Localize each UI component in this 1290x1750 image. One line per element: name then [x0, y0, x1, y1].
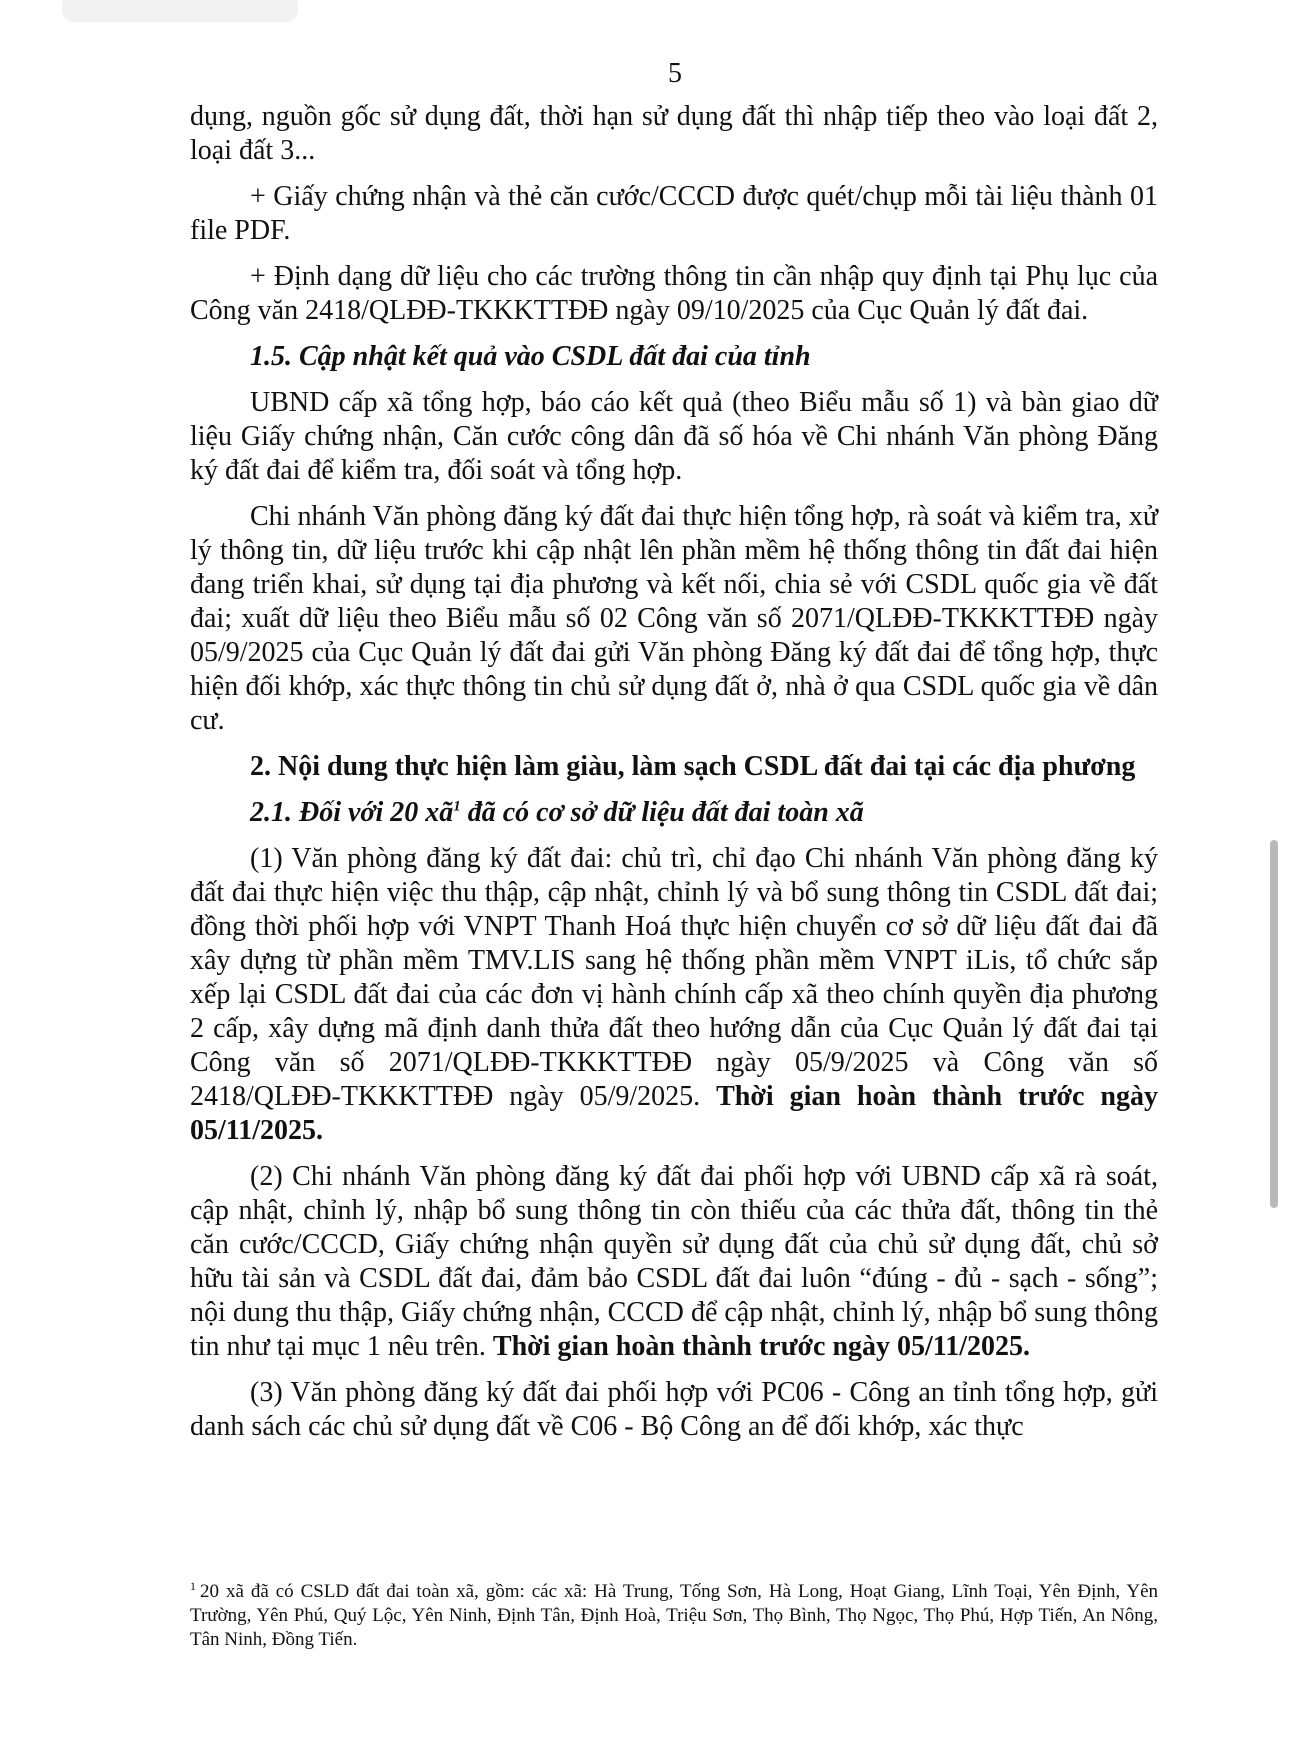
section-heading-2-1 [190, 796, 1158, 830]
section-heading-1-5: 1.5. Cập nhật kết quả vào CSDL đất đai của tỉnh [250, 341, 811, 372]
paragraph-continuation: dụng, nguồn gốc sử dụng đất, thời hạn sử dụng đất thì nhập tiếp theo vào loại đất 2, loại đất 3... [190, 101, 1158, 166]
paragraph-item-1 [190, 842, 1158, 1148]
footnote-text: 20 xã đã có CSLD đất đai toàn xã, gồm: các xã: Hà Trung, Tống Sơn, Hà Long, Hoạt Giang, Lĩnh Toại, Yên Định, Yên Trường, Yên Phú, Quý Lộc, Yên Ninh, Định Tân, Định Hoà, Triệu Sơn, Thọ Bình, Thọ Ngọc, Thọ Phú, Hợp Tiến, An Nông, Tân Ninh, Đồng Tiến. [190, 1581, 1158, 1650]
paragraph-branch-office: Chi nhánh Văn phòng đăng ký đất đai thực hiện tổng hợp, rà soát và kiểm tra, xử lý thông tin, dữ liệu trước khi cập nhật lên phần mềm hệ thống thông tin đất đai hiện đang triển khai, sử dụng tại địa phương và kết nối, chia sẻ với CSDL quốc gia về đất đai; xuất dữ liệu theo Biểu mẫu số 02 Công văn số 2071/QLĐĐ-TKKKTTĐĐ ngày 05/9/2025 của Cục Quản lý đất đai gửi Văn phòng Đăng ký đất đai để tổng hợp, thực hiện đối khớp, xác thực thông tin chủ sử dụng đất ở, nhà ở qua CSDL quốc gia về dân cư. [190, 501, 1158, 736]
top-toolbar [62, 0, 298, 22]
footnote [190, 1580, 1158, 1652]
heading-2-1-part2: đã có cơ sở dữ liệu đất đai toàn xã [460, 797, 864, 828]
item-1-text: (1) Văn phòng đăng ký đất đai: chủ trì, chỉ đạo Chi nhánh Văn phòng đăng ký đất đai thực hiện việc thu thập, cập nhật, chỉnh lý và bổ sung thông tin CSDL đất đai; đồng thời phối hợp với VNPT Thanh Hoá thực hiện chuyển cơ sở dữ liệu đất đai đã xây dựng từ phần mềm TMV.LIS sang hệ thống phần mềm VNPT iLis, tổ chức sắp xếp lại CSDL đất đai của các đơn vị hành chính cấp xã theo chính quyền địa phương 2 cấp, xây dựng mã định danh thửa đất theo hướng dẫn của Cục Quản lý đất đai tại Công văn số 2071/QLĐĐ-TKKKTTĐĐ ngày 05/9/2025 và Công văn số 2418/QLĐĐ-TKKKTTĐĐ ngày 05/9/2025. [190, 843, 1158, 1112]
document-body [190, 100, 1158, 1456]
scrollbar-thumb[interactable] [1270, 840, 1278, 1208]
page-number: 5 [668, 58, 682, 89]
item-2-deadline: Thời gian hoàn thành trước ngày 05/11/2025. [492, 1331, 1031, 1362]
section-heading-2: 2. Nội dung thực hiện làm giàu, làm sạch CSDL đất đai tại các địa phương [250, 751, 1136, 782]
paragraph-item-2 [190, 1160, 1158, 1364]
paragraph-ubnd-report: UBND cấp xã tổng hợp, báo cáo kết quả (theo Biểu mẫu số 1) và bàn giao dữ liệu Giấy chứng nhận, Căn cước công dân đã số hóa về Chi nhánh Văn phòng Đăng ký đất đai để kiểm tra, đối soát và tổng hợp. [190, 387, 1158, 486]
paragraph-scan-pdf: + Giấy chứng nhận và thẻ căn cước/CCCD được quét/chụp mỗi tài liệu thành 01 file PDF. [190, 181, 1158, 246]
paragraph-item-3: (3) Văn phòng đăng ký đất đai phối hợp với PC06 - Công an tỉnh tổng hợp, gửi danh sách các chủ sử dụng đất về C06 - Bộ Công an để đối khớp, xác thực [190, 1377, 1158, 1442]
item-1-deadline: Thời gian hoàn thành trước ngày 05/11/2025. [190, 1081, 1158, 1146]
paragraph-data-format: + Định dạng dữ liệu cho các trường thông tin cần nhập quy định tại Phụ lục của Công văn 2418/QLĐĐ-TKKKTTĐĐ ngày 09/10/2025 của Cục Quản lý đất đai. [190, 261, 1158, 326]
footnote-ref[interactable]: 1 [453, 798, 461, 815]
footnote-number: 1 [190, 1578, 196, 1593]
heading-2-1-part1: 2.1. Đối với 20 xã [250, 797, 454, 828]
item-2-text: (2) Chi nhánh Văn phòng đăng ký đất đai phối hợp với UBND cấp xã rà soát, cập nhật, chỉnh lý, nhập bổ sung thông tin còn thiếu của các thửa đất, thông tin thẻ căn cước/CCCD, Giấy chứng nhận quyền sử dụng đất của chủ sử dụng đất, chủ sở hữu tài sản và CSDL đất đai, đảm bảo CSDL đất đai luôn “đúng - đủ - sạch - sống”; nội dung thu thập, Giấy chứng nhận, CCCD để cập nhật, chỉnh lý, nhập bổ sung thông tin như tại mục 1 nêu trên. [190, 1161, 1158, 1362]
